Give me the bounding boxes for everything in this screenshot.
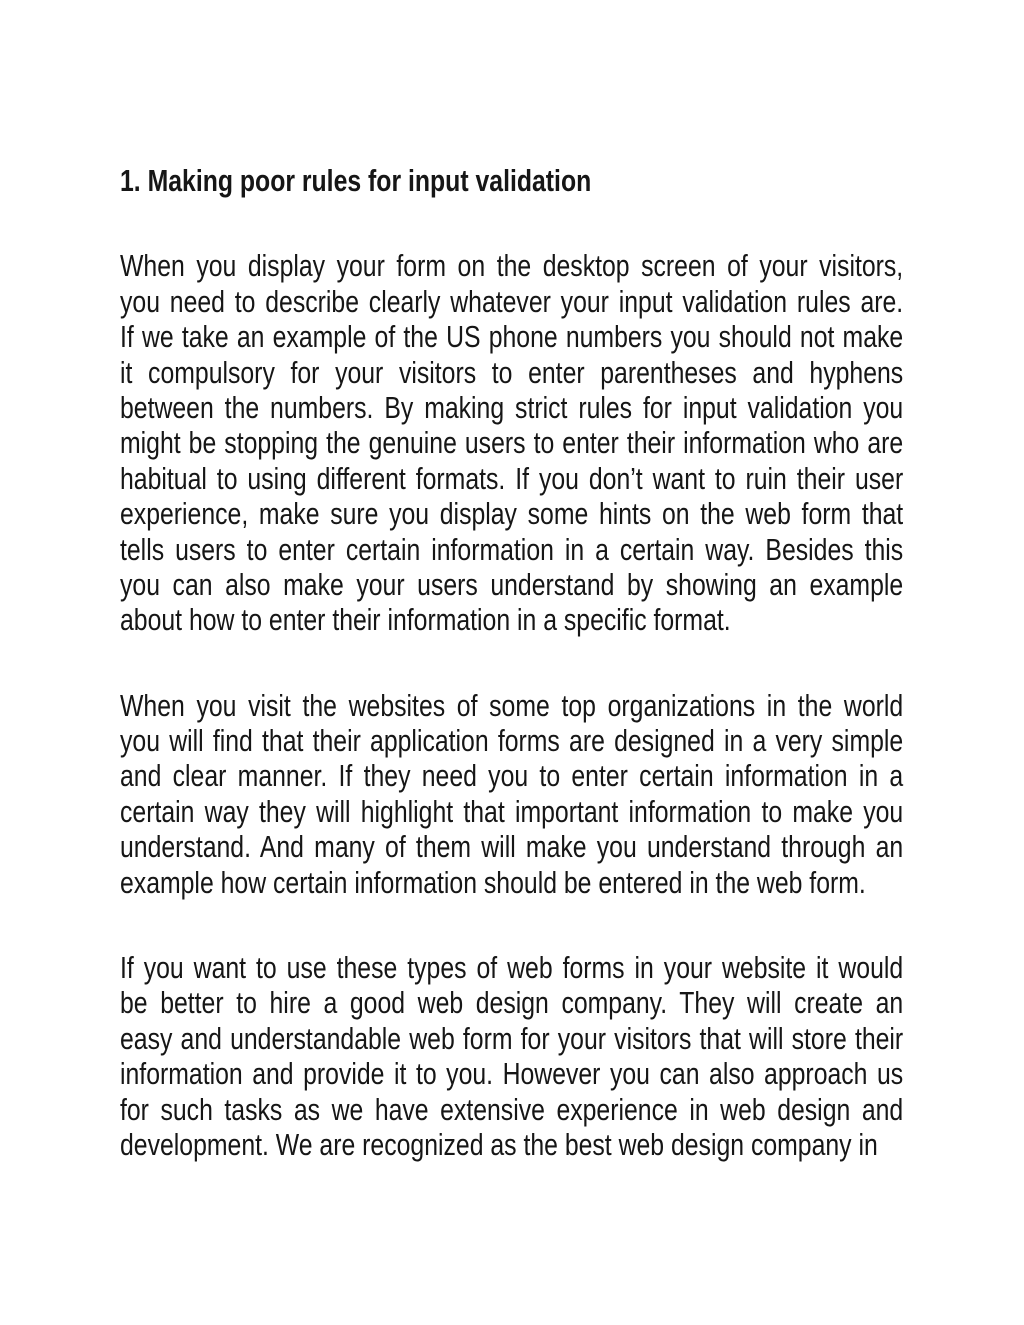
text-line: When you display your form on the desktop screen of your visitors, — [120, 248, 904, 284]
text-line: understand. And many of them will make you understand through an — [120, 829, 904, 865]
text-line: you need to describe clearly whatever your input validation rules are. — [120, 283, 904, 319]
text-line: If we take an example of the US phone numbers you should not make — [120, 319, 904, 355]
text-line: If you want to use these types of web forms in your website it would — [120, 950, 904, 986]
paragraph-3 — [120, 950, 903, 1162]
text-line: might be stopping the genuine users to enter their information who are — [120, 425, 904, 461]
section-heading: 1. Making poor rules for input validation — [120, 163, 592, 198]
text-line: example how certain information should be entered in the web form. — [120, 864, 866, 900]
text-line: and clear manner. If they need you to enter certain information in a — [120, 758, 904, 794]
text-line: habitual to using different formats. If you don’t want to ruin their user — [120, 460, 904, 496]
text-line: you can also make your users understand by showing an example — [120, 566, 904, 602]
text-line: about how to enter their information in a specific format. — [120, 602, 731, 638]
text-line: between the numbers. By making strict rules for input validation you — [120, 389, 904, 425]
text-line: information and provide it to you. However you can also approach us — [120, 1056, 904, 1092]
text-line: you will find that their application forms are designed in a very simple — [120, 723, 904, 759]
text-line: be better to hire a good web design company. They will create an — [120, 985, 904, 1021]
paragraph-2 — [120, 688, 903, 900]
text-line: When you visit the websites of some top organizations in the world — [120, 687, 904, 723]
text-line: certain way they will highlight that important information to make you — [120, 793, 904, 829]
text-column — [120, 163, 903, 1212]
paragraph-1 — [120, 248, 903, 637]
text-line: experience, make sure you display some hints on the web form that — [120, 496, 904, 532]
text-line: easy and understandable web form for your visitors that will store their — [120, 1020, 904, 1056]
text-line: development. We are recognized as the best web design company in — [120, 1127, 878, 1162]
text-line: tells users to enter certain information in a certain way. Besides this — [120, 531, 904, 567]
text-line: it compulsory for your visitors to enter parentheses and hyphens — [120, 354, 904, 390]
text-line: for such tasks as we have extensive experience in web design and — [120, 1091, 904, 1127]
